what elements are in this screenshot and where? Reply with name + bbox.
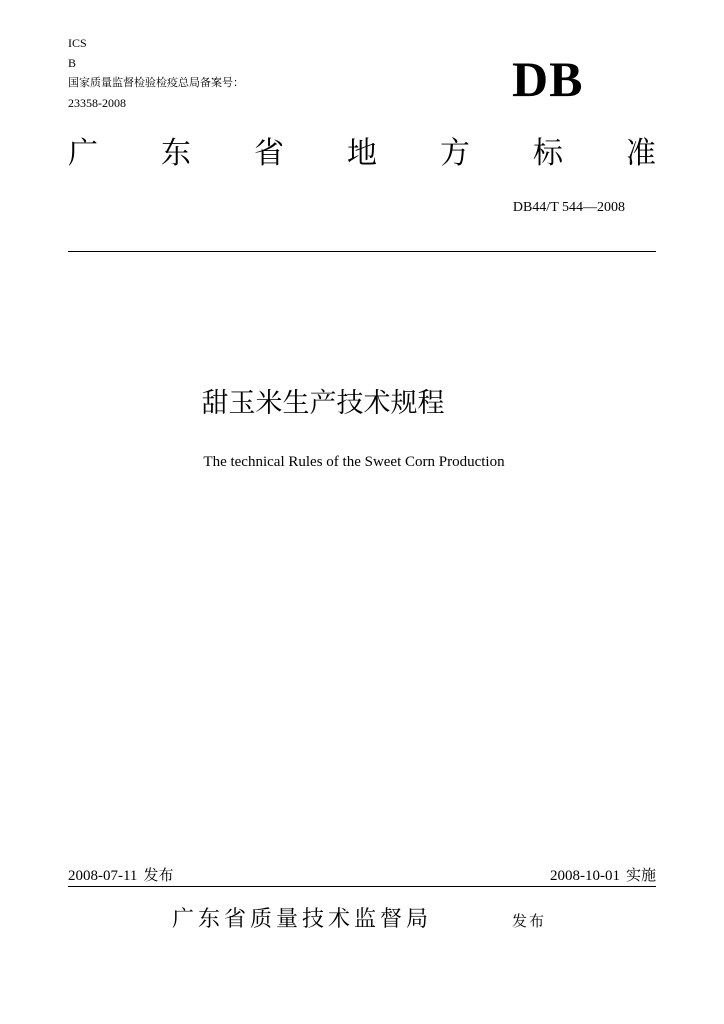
standard-type-char: 广 [68,136,98,171]
effective-date: 2008-10-01 [549,868,620,884]
issue-label: 发布 [143,866,174,884]
effective-date-group [550,864,656,887]
issue-date-group [68,864,173,887]
standard-type-char: 标 [533,136,563,171]
standard-number: DB44/T 544—2008 [512,200,625,215]
standard-type-char: 方 [440,136,470,171]
category-code: B [68,56,77,70]
db-logo: DB [512,51,584,107]
date-row [68,864,656,886]
issue-date: 2008-07-11 [68,868,138,884]
standard-type-char: 地 [347,136,377,171]
standard-type-title [68,134,656,174]
record-label: 国家质量监督检验检疫总局备案号： [68,76,244,89]
effective-label: 实施 [625,866,656,884]
record-number: 23358-2008 [68,96,126,110]
document-title-chinese: 甜玉米生产技术规程 [201,388,445,419]
standard-type-char: 省 [254,136,284,171]
document-title-english: The technical Rules of the Sweet Corn Production [203,454,505,470]
issuing-authority-suffix: 发布 [512,912,547,930]
standard-type-char: 准 [626,136,656,171]
standard-type-char: 东 [161,136,191,171]
issuing-authority: 广东省质量技术监督局 [172,907,433,932]
ics-code: ICS [68,36,87,50]
bottom-divider [68,886,656,887]
top-divider [68,251,656,252]
